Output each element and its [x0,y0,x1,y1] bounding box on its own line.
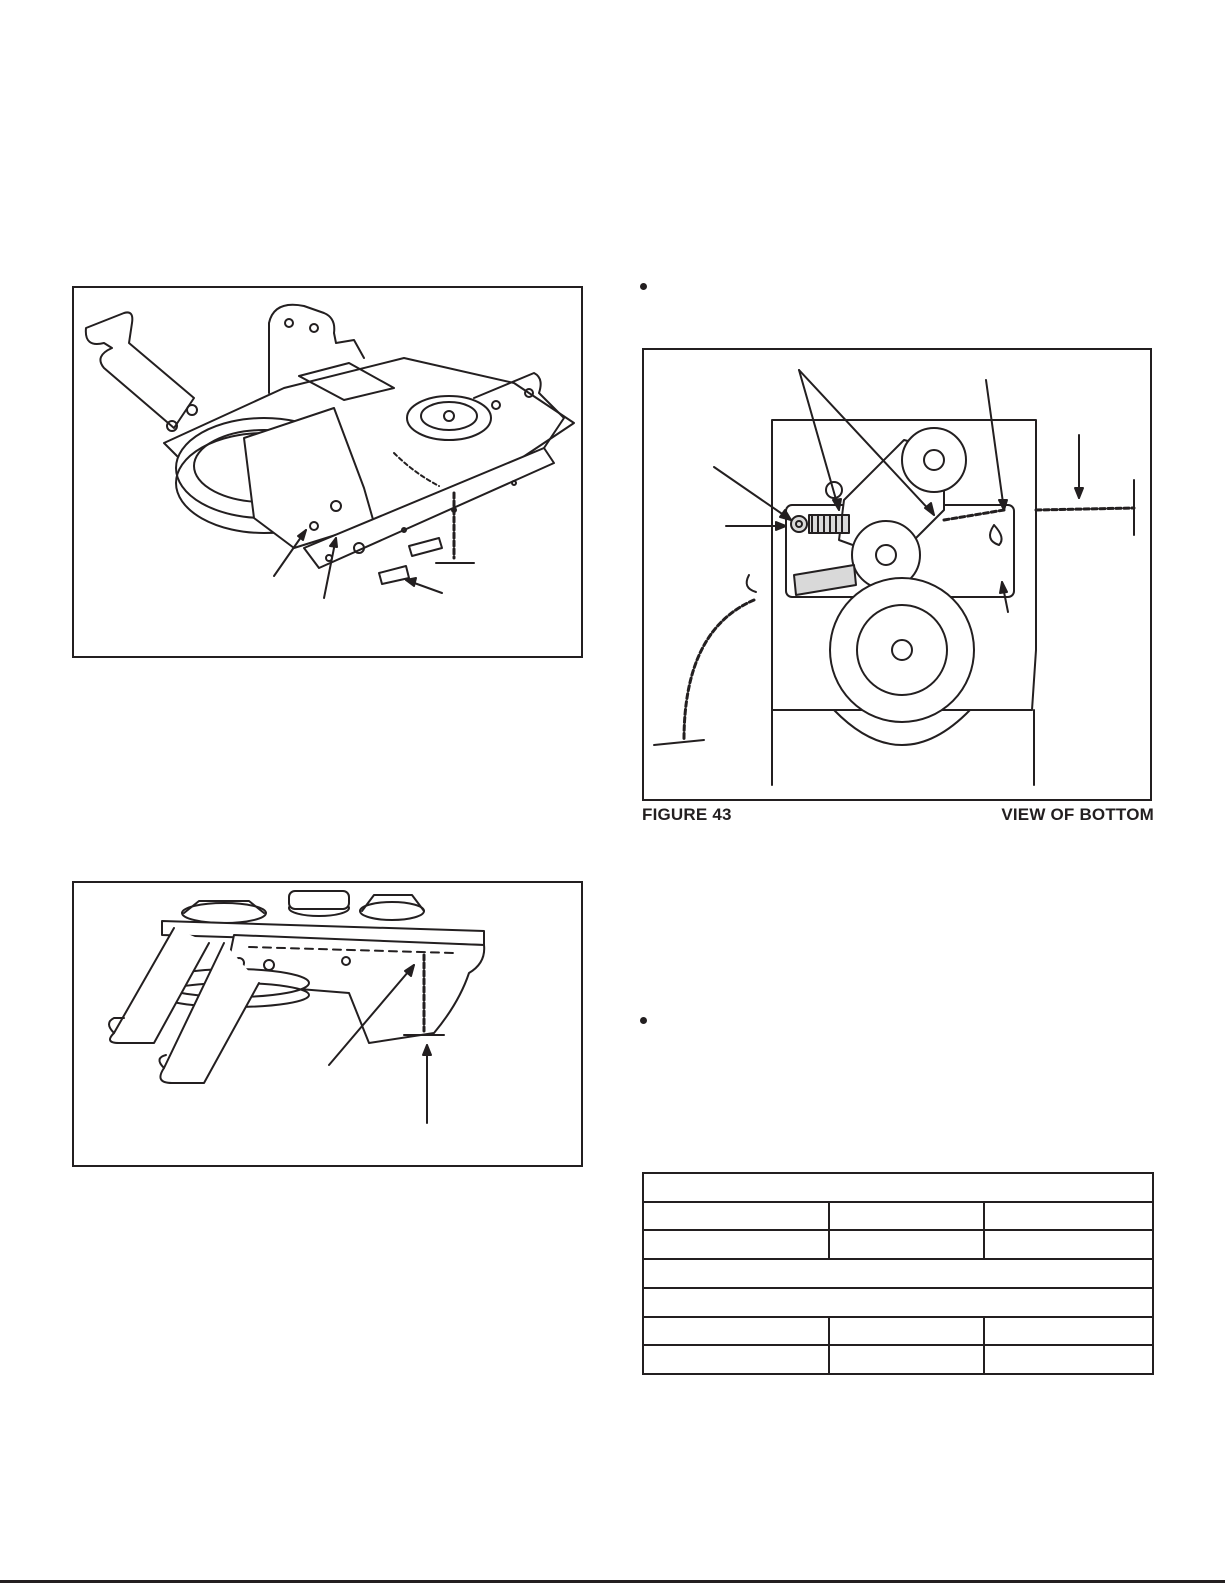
table-cell [829,1202,984,1231]
pulley-bracket-drawing [74,288,581,656]
table-cell [643,1230,829,1259]
table-cell [643,1259,1153,1288]
table-cell [643,1288,1153,1317]
table-cell [829,1317,984,1346]
table-cell [643,1345,829,1374]
spec-table [642,1172,1154,1375]
figure-pulley-bracket-perspective [72,286,583,658]
table-cell [984,1345,1153,1374]
bracket-side-drawing [74,883,581,1165]
bullet-marker [640,1017,647,1024]
table-cell [984,1317,1153,1346]
table-row [643,1173,1153,1202]
bottom-view-drawing [644,350,1150,799]
figure-43-view-label: VIEW OF BOTTOM [1001,805,1154,824]
figure-43-label: FIGURE 43 [642,805,732,824]
figure-pulley-bracket-side [72,881,583,1167]
table-row [643,1345,1153,1374]
table-cell [829,1230,984,1259]
bullet-marker [640,283,647,290]
table-cell [643,1317,829,1346]
table-row [643,1317,1153,1346]
table-row [643,1288,1153,1317]
page-bottom-rule [0,1580,1225,1583]
table-row [643,1230,1153,1259]
table-cell [829,1345,984,1374]
table-cell [984,1230,1153,1259]
figure-43-view-of-bottom [642,348,1152,801]
table-cell [984,1202,1153,1231]
table-cell [643,1173,1153,1202]
table-cell [643,1202,829,1231]
table-row [643,1202,1153,1231]
table-row [643,1259,1153,1288]
